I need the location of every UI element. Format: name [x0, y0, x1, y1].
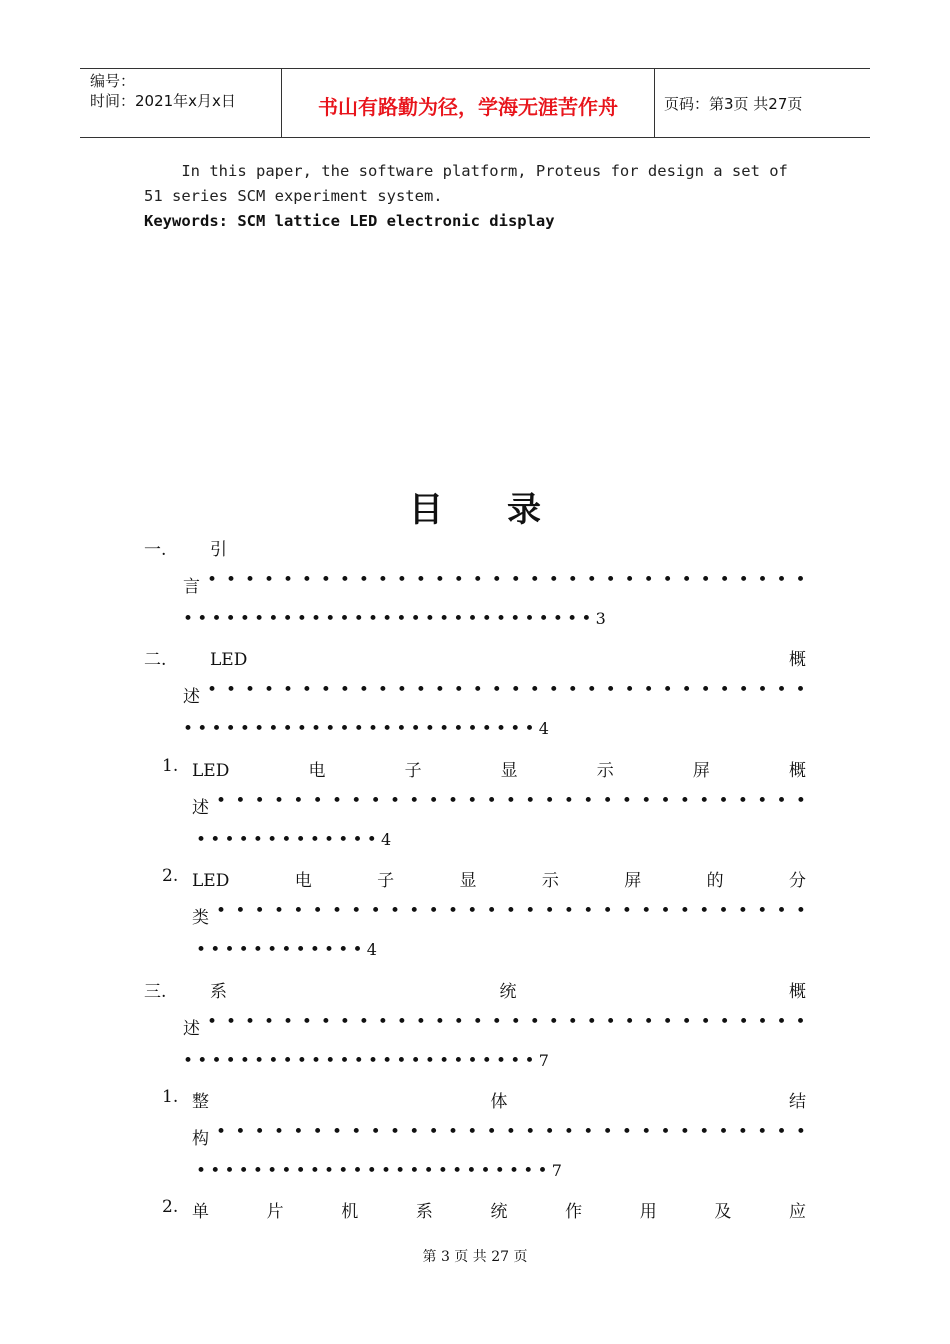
toc-heading-word: LED: [210, 650, 248, 670]
toc-page-number: 7: [551, 1161, 562, 1180]
toc-heading-word: 显: [459, 871, 477, 891]
toc-heading-word: 单: [192, 1202, 209, 1222]
toc-heading-word: 系: [415, 1202, 433, 1222]
toc-heading-word: 统: [499, 982, 517, 1002]
keywords: Keywords: SCM lattice LED electronic display: [144, 212, 555, 230]
toc-heading-word: 屏: [624, 871, 642, 891]
page-header: [80, 68, 870, 138]
toc-heading-word: 及: [714, 1202, 732, 1222]
toc-entry-number: 一.: [144, 540, 167, 560]
toc-entry-heading[interactable]: [192, 756, 806, 781]
toc-entry-continuation: 述: [183, 1019, 200, 1039]
toc-leader-dots: • • • • • • • • • • • • • • • • • • • • • • • • • • • • • • •: [216, 791, 806, 811]
toc-heading-word: 引: [210, 540, 227, 560]
toc-leader-dots: • • • • • • • • • • • • • • • • • • • • • • • • • • • • • • • •: [207, 1012, 806, 1032]
toc-leader-dots: • • • • • • • • • • • • • • • • • • • • • • • • • • • • • • •: [216, 1122, 806, 1142]
toc-heading-word: 结: [789, 1092, 806, 1112]
toc-heading-word: 子: [404, 761, 422, 781]
toc-entry-number: 2.: [162, 866, 179, 886]
toc-entry-number: 2.: [162, 1197, 179, 1217]
toc-entry-heading[interactable]: [210, 977, 806, 1002]
toc-heading-word: 用: [639, 1202, 657, 1222]
toc-entry-heading[interactable]: [192, 866, 806, 891]
toc-leader-dots: • • • • • • • • • • • • • • • • • • • • • • • • • • • • • • • •: [207, 680, 806, 700]
toc-entry-continuation: 类: [192, 908, 209, 928]
toc-leader-dots: •••••••••••••••••••••••••••••3: [183, 609, 606, 629]
header-divider: [654, 69, 655, 137]
toc-leader-dots: •••••••••••••••••••••••••7: [183, 1051, 549, 1071]
page-footer: 第 3 页 共 27 页: [422, 1249, 528, 1265]
toc-page-number: 4: [538, 719, 549, 738]
toc-heading-word: 概: [789, 761, 806, 781]
toc-heading-word: 电: [294, 871, 312, 891]
toc-entry-continuation: 述: [183, 687, 200, 707]
abstract-line: In this paper, the software platform, Proteus for design a set of: [144, 162, 788, 180]
toc-page-number: 4: [366, 940, 377, 959]
toc-heading-word: 机: [341, 1202, 359, 1222]
toc-page-number: 3: [595, 609, 606, 628]
toc-heading-word: 作: [565, 1202, 583, 1222]
toc-leader-dots: • • • • • • • • • • • • • • • • • • • • • • • • • • • • • • • •: [207, 570, 806, 590]
header-motto: 书山有路勤为径，学海无涯苦作舟: [318, 95, 618, 119]
toc-heading-word: 屏: [692, 761, 710, 781]
toc-heading-word: 电: [308, 761, 326, 781]
toc-entry-number: 1.: [162, 1087, 179, 1107]
toc-leader-dots: •••••••••••••4: [196, 830, 392, 850]
toc-entry-continuation: 构: [192, 1129, 209, 1149]
toc-heading-word: LED: [192, 871, 230, 891]
toc-entry-continuation: 述: [192, 798, 209, 818]
toc-entry-continuation: 言: [183, 577, 200, 597]
toc-heading-word: 整: [192, 1092, 209, 1112]
toc-heading-word: 应: [789, 1202, 806, 1222]
toc-heading-word: 片: [266, 1202, 284, 1222]
toc-entry-number: 三.: [144, 982, 167, 1002]
toc-heading-word: 子: [377, 871, 395, 891]
header-page-label: 页码：第3页 共27页: [664, 95, 803, 113]
toc-entry-heading[interactable]: [210, 645, 806, 670]
toc-page-number: 7: [538, 1051, 549, 1070]
toc-heading-word: 示: [541, 871, 559, 891]
toc-heading-word: 体: [490, 1092, 508, 1112]
toc-heading-word: 系: [210, 982, 227, 1002]
toc-heading-word: 概: [789, 982, 806, 1002]
time-label: 时间：2021年x月x日: [90, 92, 236, 110]
toc-heading-word: 的: [706, 871, 724, 891]
toc-title: 目录: [409, 490, 605, 530]
toc-leader-dots: ••••••••••••4: [196, 940, 377, 960]
toc-page-number: 4: [380, 830, 392, 849]
toc-entry-number: 二.: [144, 650, 167, 670]
number-label: 编号：: [90, 72, 136, 90]
toc-heading-word: 概: [789, 650, 806, 670]
toc-heading-word: LED: [192, 761, 230, 781]
toc-heading-word: 示: [596, 761, 614, 781]
toc-entry-heading[interactable]: [192, 1197, 806, 1222]
toc-entry-number: 1.: [162, 756, 179, 776]
toc-entry-heading[interactable]: [210, 535, 240, 560]
header-meta: [90, 71, 236, 111]
toc-heading-word: 分: [788, 871, 806, 891]
toc-leader-dots: •••••••••••••••••••••••••7: [196, 1161, 562, 1181]
toc-heading-word: 显: [500, 761, 518, 781]
toc-heading-word: 统: [490, 1202, 508, 1222]
toc-leader-dots: • • • • • • • • • • • • • • • • • • • • • • • • • • • • • • •: [216, 901, 806, 921]
toc-entry-heading[interactable]: [192, 1087, 806, 1112]
toc-leader-dots: •••••••••••••••••••••••••4: [183, 719, 549, 739]
abstract-line: 51 series SCM experiment system.: [144, 187, 443, 205]
